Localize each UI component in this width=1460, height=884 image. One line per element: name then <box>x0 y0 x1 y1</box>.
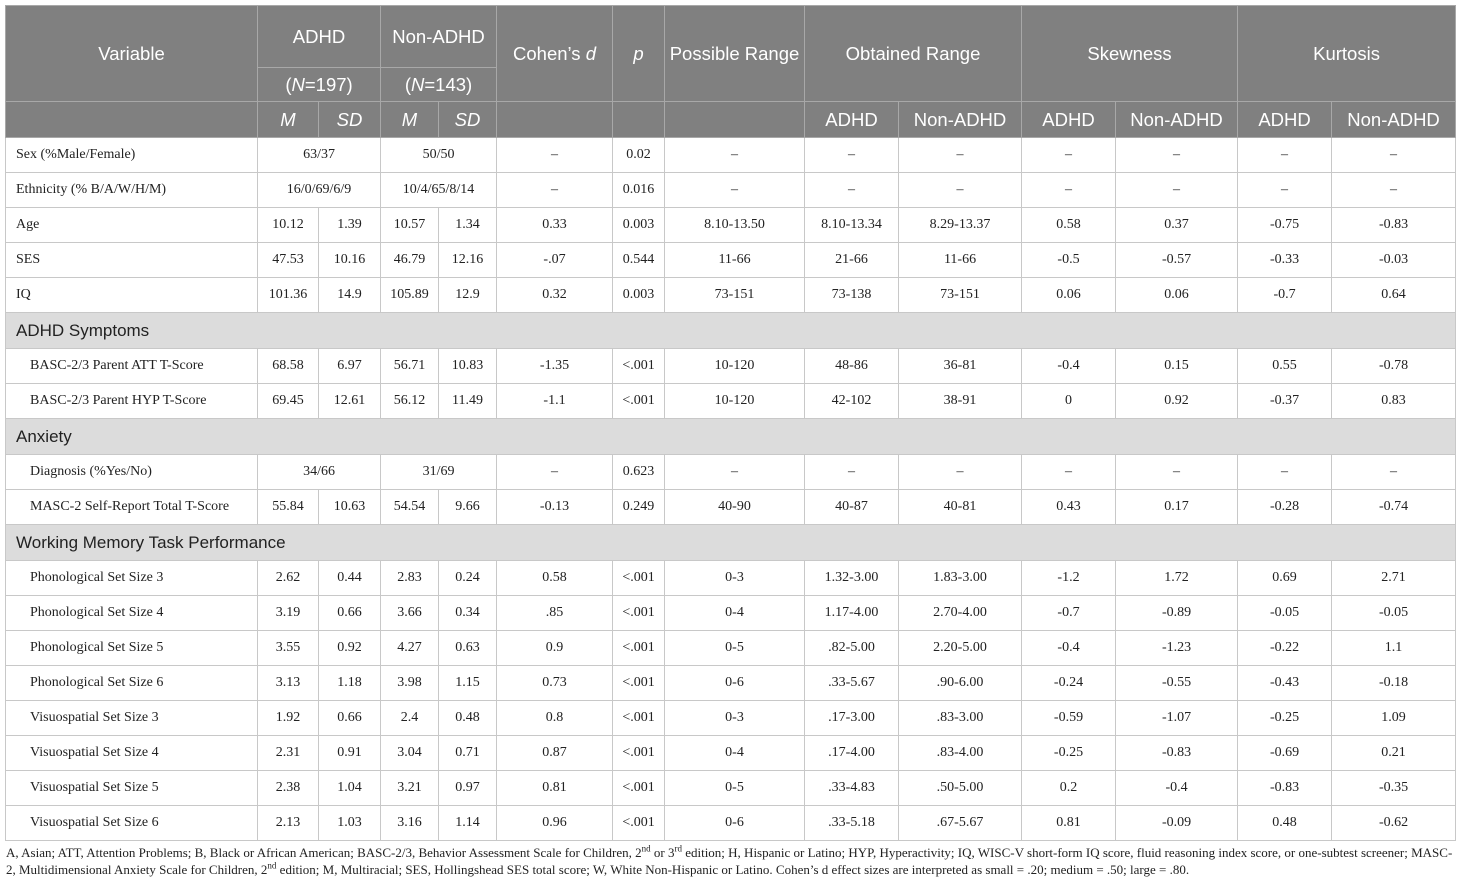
obtained-range-non-adhd-cell: .83-4.00 <box>899 736 1022 771</box>
subheader-skew-non-adhd: Non-ADHD <box>1116 102 1238 138</box>
obtained-range-adhd-cell: 8.10-13.34 <box>805 208 899 243</box>
adhd-sd-cell: 1.04 <box>319 771 381 806</box>
subheader-adhd-m: M <box>258 102 319 138</box>
adhd-sd-cell: 10.63 <box>319 490 381 525</box>
non-adhd-mean-cell: 3.21 <box>381 771 439 806</box>
table-row <box>6 631 1456 666</box>
kurtosis-adhd-cell: -0.37 <box>1238 384 1332 419</box>
non-adhd-percent-cell: 31/69 <box>381 455 497 490</box>
non-adhd-sd-cell: 0.24 <box>439 561 497 596</box>
p-value-cell: 0.003 <box>613 278 665 313</box>
possible-range-cell: 10-120 <box>665 349 805 384</box>
kurtosis-non-adhd-cell: 1.09 <box>1332 701 1456 736</box>
col-header-adhd: ADHD <box>258 6 381 68</box>
possible-range-cell: 40-90 <box>665 490 805 525</box>
kurtosis-non-adhd-cell: 0.83 <box>1332 384 1456 419</box>
p-value-cell: <.001 <box>613 561 665 596</box>
skewness-adhd-cell: -0.25 <box>1022 736 1116 771</box>
table-row <box>6 771 1456 806</box>
kurtosis-adhd-cell: -0.69 <box>1238 736 1332 771</box>
p-value-cell: 0.544 <box>613 243 665 278</box>
obtained-range-non-adhd-cell: 8.29-13.37 <box>899 208 1022 243</box>
variable-cell: Phonological Set Size 6 <box>6 666 258 701</box>
table-row <box>6 208 1456 243</box>
adhd-mean-cell: 10.12 <box>258 208 319 243</box>
table-row <box>6 384 1456 419</box>
p-value-cell: <.001 <box>613 736 665 771</box>
non-adhd-mean-cell: 2.4 <box>381 701 439 736</box>
skewness-non-adhd-cell: -0.09 <box>1116 806 1238 841</box>
table-row <box>6 490 1456 525</box>
adhd-sd-cell: 10.16 <box>319 243 381 278</box>
non-adhd-sd-cell: 12.16 <box>439 243 497 278</box>
col-header-non-adhd: Non-ADHD <box>381 6 497 68</box>
non-adhd-sd-cell: 1.34 <box>439 208 497 243</box>
adhd-sd-cell: 0.66 <box>319 596 381 631</box>
non-adhd-mean-cell: 10.57 <box>381 208 439 243</box>
table-footnote: A, Asian; ATT, Attention Problems; B, Black or African American; BASC-2/3, Behavior Assessment Scale for Children, 2nd or 3rd edition; H, Hispanic or Latino; HYP, Hyperactivity; IQ, WISC-V short-form IQ score, fluid reasoning index score, or one-subtest screener; MASC-2, Multidimensional Anxiety Scale for Children, 2nd edition; M, Multiracial; SES, Hollingshead SES total score; W, White Non-Hispanic or Latino. Cohen’s d effect sizes are interpreted as small = .20; medium = .50; large = .80. <box>6 843 1453 877</box>
table-header <box>6 6 1456 138</box>
col-header-skewness: Skewness <box>1022 6 1238 102</box>
kurtosis-adhd-cell: -0.75 <box>1238 208 1332 243</box>
kurtosis-adhd-cell: -0.7 <box>1238 278 1332 313</box>
adhd-mean-cell: 47.53 <box>258 243 319 278</box>
p-value-cell: 0.623 <box>613 455 665 490</box>
skewness-non-adhd-cell: – <box>1116 173 1238 208</box>
table-row <box>6 806 1456 841</box>
skewness-non-adhd-cell: 0.15 <box>1116 349 1238 384</box>
skewness-adhd-cell: 0.43 <box>1022 490 1116 525</box>
non-adhd-percent-cell: 10/4/65/8/14 <box>381 173 497 208</box>
subheader-obtained-adhd: ADHD <box>805 102 899 138</box>
kurtosis-non-adhd-cell: -0.62 <box>1332 806 1456 841</box>
non-adhd-mean-cell: 3.98 <box>381 666 439 701</box>
variable-cell: Age <box>6 208 258 243</box>
table-row <box>6 138 1456 173</box>
cohens-label: Cohen’s <box>513 43 586 64</box>
cohens-d-cell: 0.33 <box>497 208 613 243</box>
kurtosis-adhd-cell: – <box>1238 173 1332 208</box>
skewness-adhd-cell: -0.24 <box>1022 666 1116 701</box>
col-header-cohens-d <box>497 6 613 102</box>
non-adhd-mean-cell: 4.27 <box>381 631 439 666</box>
cohens-d-cell: .85 <box>497 596 613 631</box>
obtained-range-adhd-cell: 48-86 <box>805 349 899 384</box>
subheader-non-adhd-m: M <box>381 102 439 138</box>
kurtosis-non-adhd-cell: -0.18 <box>1332 666 1456 701</box>
adhd-sd-cell: 14.9 <box>319 278 381 313</box>
kurtosis-adhd-cell: 0.69 <box>1238 561 1332 596</box>
skewness-non-adhd-cell: -0.57 <box>1116 243 1238 278</box>
adhd-sample-size: (N=197) <box>258 68 381 102</box>
adhd-mean-cell: 2.38 <box>258 771 319 806</box>
non-adhd-sd-cell: 0.97 <box>439 771 497 806</box>
variable-cell: MASC-2 Self-Report Total T-Score <box>6 490 258 525</box>
col-header-possible-range: Possible Range <box>665 6 805 102</box>
table-row <box>6 561 1456 596</box>
subheader-skew-adhd: ADHD <box>1022 102 1116 138</box>
cohens-d-cell: -1.35 <box>497 349 613 384</box>
subheader-kurt-non-adhd: Non-ADHD <box>1332 102 1456 138</box>
adhd-mean-cell: 2.31 <box>258 736 319 771</box>
p-value-cell: 0.02 <box>613 138 665 173</box>
adhd-mean-cell: 3.13 <box>258 666 319 701</box>
obtained-range-adhd-cell: 1.17-4.00 <box>805 596 899 631</box>
possible-range-cell: 0-5 <box>665 771 805 806</box>
cohens-d-cell: 0.87 <box>497 736 613 771</box>
non-adhd-sd-cell: 1.14 <box>439 806 497 841</box>
variable-cell: Phonological Set Size 5 <box>6 631 258 666</box>
section-title: Anxiety <box>6 419 1456 455</box>
section-header-anxiety <box>6 419 1456 455</box>
skewness-adhd-cell: – <box>1022 455 1116 490</box>
subheader-empty <box>613 102 665 138</box>
skewness-adhd-cell: -1.2 <box>1022 561 1116 596</box>
adhd-sd-cell: 0.66 <box>319 701 381 736</box>
table-row <box>6 596 1456 631</box>
variable-cell: Visuospatial Set Size 4 <box>6 736 258 771</box>
skewness-non-adhd-cell: 0.37 <box>1116 208 1238 243</box>
p-value-cell: <.001 <box>613 349 665 384</box>
cohens-d-symbol: d <box>585 43 596 64</box>
section-header-working-memory <box>6 525 1456 561</box>
p-value-cell: <.001 <box>613 631 665 666</box>
obtained-range-adhd-cell: .82-5.00 <box>805 631 899 666</box>
non-adhd-sd-cell: 0.63 <box>439 631 497 666</box>
section-title: ADHD Symptoms <box>6 313 1456 349</box>
non-adhd-mean-cell: 3.66 <box>381 596 439 631</box>
obtained-range-non-adhd-cell: 73-151 <box>899 278 1022 313</box>
adhd-mean-cell: 101.36 <box>258 278 319 313</box>
skewness-non-adhd-cell: -1.23 <box>1116 631 1238 666</box>
variable-cell: IQ <box>6 278 258 313</box>
adhd-sd-cell: 1.39 <box>319 208 381 243</box>
p-value-cell: <.001 <box>613 701 665 736</box>
subheader-non-adhd-sd: SD <box>439 102 497 138</box>
kurtosis-adhd-cell: -0.83 <box>1238 771 1332 806</box>
kurtosis-non-adhd-cell: -0.74 <box>1332 490 1456 525</box>
skewness-adhd-cell: 0 <box>1022 384 1116 419</box>
p-value-cell: <.001 <box>613 596 665 631</box>
kurtosis-adhd-cell: -0.22 <box>1238 631 1332 666</box>
kurtosis-non-adhd-cell: – <box>1332 455 1456 490</box>
kurtosis-non-adhd-cell: 2.71 <box>1332 561 1456 596</box>
col-header-variable: Variable <box>6 6 258 102</box>
obtained-range-adhd-cell: – <box>805 173 899 208</box>
p-value-cell: <.001 <box>613 384 665 419</box>
non-adhd-mean-cell: 2.83 <box>381 561 439 596</box>
subheader-empty <box>6 102 258 138</box>
obtained-range-adhd-cell: .33-5.67 <box>805 666 899 701</box>
skewness-non-adhd-cell: – <box>1116 455 1238 490</box>
obtained-range-adhd-cell: – <box>805 138 899 173</box>
variable-cell: Sex (%Male/Female) <box>6 138 258 173</box>
cohens-d-cell: – <box>497 138 613 173</box>
p-value-cell: 0.249 <box>613 490 665 525</box>
skewness-adhd-cell: -0.4 <box>1022 631 1116 666</box>
adhd-mean-cell: 2.62 <box>258 561 319 596</box>
variable-cell: BASC-2/3 Parent HYP T-Score <box>6 384 258 419</box>
kurtosis-adhd-cell: – <box>1238 138 1332 173</box>
skewness-non-adhd-cell: 0.06 <box>1116 278 1238 313</box>
cohens-d-cell: 0.73 <box>497 666 613 701</box>
adhd-sd-cell: 0.91 <box>319 736 381 771</box>
skewness-adhd-cell: -0.4 <box>1022 349 1116 384</box>
cohens-d-cell: 0.8 <box>497 701 613 736</box>
skewness-non-adhd-cell: 0.17 <box>1116 490 1238 525</box>
variable-cell: Ethnicity (% B/A/W/H/M) <box>6 173 258 208</box>
table-body <box>6 138 1456 841</box>
kurtosis-adhd-cell: – <box>1238 455 1332 490</box>
obtained-range-adhd-cell: – <box>805 455 899 490</box>
kurtosis-adhd-cell: 0.48 <box>1238 806 1332 841</box>
section-header-adhd-symptoms <box>6 313 1456 349</box>
kurtosis-adhd-cell: -0.28 <box>1238 490 1332 525</box>
skewness-adhd-cell: 0.81 <box>1022 806 1116 841</box>
cohens-d-cell: 0.9 <box>497 631 613 666</box>
possible-range-cell: 0-4 <box>665 596 805 631</box>
obtained-range-adhd-cell: 42-102 <box>805 384 899 419</box>
skewness-adhd-cell: 0.06 <box>1022 278 1116 313</box>
skewness-adhd-cell: 0.58 <box>1022 208 1116 243</box>
variable-cell: Visuospatial Set Size 6 <box>6 806 258 841</box>
cohens-d-cell: – <box>497 173 613 208</box>
subheader-empty <box>665 102 805 138</box>
p-value-cell: 0.016 <box>613 173 665 208</box>
obtained-range-adhd-cell: .17-4.00 <box>805 736 899 771</box>
table-row <box>6 701 1456 736</box>
adhd-mean-cell: 69.45 <box>258 384 319 419</box>
table-row <box>6 455 1456 490</box>
adhd-mean-cell: 3.19 <box>258 596 319 631</box>
non-adhd-sd-cell: 0.71 <box>439 736 497 771</box>
col-header-obtained-range: Obtained Range <box>805 6 1022 102</box>
skewness-adhd-cell: -0.5 <box>1022 243 1116 278</box>
possible-range-cell: 0-5 <box>665 631 805 666</box>
obtained-range-non-adhd-cell: – <box>899 173 1022 208</box>
variable-cell: SES <box>6 243 258 278</box>
variable-cell: Diagnosis (%Yes/No) <box>6 455 258 490</box>
adhd-mean-cell: 3.55 <box>258 631 319 666</box>
cohens-d-cell: -.07 <box>497 243 613 278</box>
possible-range-cell: 11-66 <box>665 243 805 278</box>
kurtosis-adhd-cell: -0.25 <box>1238 701 1332 736</box>
obtained-range-adhd-cell: .33-5.18 <box>805 806 899 841</box>
section-title: Working Memory Task Performance <box>6 525 1456 561</box>
possible-range-cell: 73-151 <box>665 278 805 313</box>
table-row <box>6 736 1456 771</box>
possible-range-cell: 0-3 <box>665 701 805 736</box>
possible-range-cell: 10-120 <box>665 384 805 419</box>
adhd-sd-cell: 12.61 <box>319 384 381 419</box>
cohens-d-cell: 0.32 <box>497 278 613 313</box>
obtained-range-non-adhd-cell: .67-5.67 <box>899 806 1022 841</box>
skewness-non-adhd-cell: 0.92 <box>1116 384 1238 419</box>
kurtosis-non-adhd-cell: -0.78 <box>1332 349 1456 384</box>
kurtosis-non-adhd-cell: – <box>1332 138 1456 173</box>
obtained-range-adhd-cell: .33-4.83 <box>805 771 899 806</box>
variable-cell: Phonological Set Size 3 <box>6 561 258 596</box>
non-adhd-mean-cell: 56.71 <box>381 349 439 384</box>
p-value-cell: <.001 <box>613 666 665 701</box>
kurtosis-adhd-cell: -0.43 <box>1238 666 1332 701</box>
non-adhd-mean-cell: 105.89 <box>381 278 439 313</box>
kurtosis-non-adhd-cell: -0.03 <box>1332 243 1456 278</box>
kurtosis-adhd-cell: -0.33 <box>1238 243 1332 278</box>
possible-range-cell: – <box>665 173 805 208</box>
skewness-adhd-cell: – <box>1022 138 1116 173</box>
adhd-sd-cell: 1.18 <box>319 666 381 701</box>
non-adhd-mean-cell: 3.16 <box>381 806 439 841</box>
obtained-range-adhd-cell: 40-87 <box>805 490 899 525</box>
non-adhd-mean-cell: 46.79 <box>381 243 439 278</box>
cohens-d-cell: 0.58 <box>497 561 613 596</box>
obtained-range-non-adhd-cell: – <box>899 455 1022 490</box>
adhd-percent-cell: 34/66 <box>258 455 381 490</box>
p-value-cell: <.001 <box>613 806 665 841</box>
table-row <box>6 666 1456 701</box>
non-adhd-mean-cell: 3.04 <box>381 736 439 771</box>
kurtosis-non-adhd-cell: -0.83 <box>1332 208 1456 243</box>
table-row <box>6 173 1456 208</box>
possible-range-cell: 8.10-13.50 <box>665 208 805 243</box>
obtained-range-non-adhd-cell: .90-6.00 <box>899 666 1022 701</box>
obtained-range-adhd-cell: 73-138 <box>805 278 899 313</box>
adhd-sd-cell: 1.03 <box>319 806 381 841</box>
non-adhd-mean-cell: 54.54 <box>381 490 439 525</box>
variable-cell: Visuospatial Set Size 5 <box>6 771 258 806</box>
variable-cell: BASC-2/3 Parent ATT T-Score <box>6 349 258 384</box>
skewness-non-adhd-cell: 1.72 <box>1116 561 1238 596</box>
adhd-sd-cell: 0.44 <box>319 561 381 596</box>
non-adhd-sd-cell: 12.9 <box>439 278 497 313</box>
adhd-percent-cell: 63/37 <box>258 138 381 173</box>
obtained-range-non-adhd-cell: – <box>899 138 1022 173</box>
skewness-non-adhd-cell: -0.83 <box>1116 736 1238 771</box>
adhd-mean-cell: 68.58 <box>258 349 319 384</box>
non-adhd-percent-cell: 50/50 <box>381 138 497 173</box>
kurtosis-non-adhd-cell: – <box>1332 173 1456 208</box>
col-header-p <box>613 6 665 102</box>
non-adhd-sd-cell: 11.49 <box>439 384 497 419</box>
obtained-range-non-adhd-cell: .83-3.00 <box>899 701 1022 736</box>
non-adhd-sd-cell: 0.34 <box>439 596 497 631</box>
possible-range-cell: – <box>665 138 805 173</box>
possible-range-cell: 0-6 <box>665 806 805 841</box>
obtained-range-adhd-cell: 1.32-3.00 <box>805 561 899 596</box>
cohens-d-cell: -0.13 <box>497 490 613 525</box>
cohens-d-cell: -1.1 <box>497 384 613 419</box>
table-row <box>6 278 1456 313</box>
obtained-range-non-adhd-cell: 2.70-4.00 <box>899 596 1022 631</box>
non-adhd-sd-cell: 0.48 <box>439 701 497 736</box>
skewness-non-adhd-cell: -0.4 <box>1116 771 1238 806</box>
variable-cell: Phonological Set Size 4 <box>6 596 258 631</box>
kurtosis-non-adhd-cell: -0.35 <box>1332 771 1456 806</box>
kurtosis-non-adhd-cell: -0.05 <box>1332 596 1456 631</box>
possible-range-cell: 0-4 <box>665 736 805 771</box>
obtained-range-adhd-cell: 21-66 <box>805 243 899 278</box>
adhd-mean-cell: 2.13 <box>258 806 319 841</box>
adhd-sd-cell: 6.97 <box>319 349 381 384</box>
skewness-adhd-cell: – <box>1022 173 1116 208</box>
obtained-range-adhd-cell: .17-3.00 <box>805 701 899 736</box>
adhd-percent-cell: 16/0/69/6/9 <box>258 173 381 208</box>
subheader-empty <box>497 102 613 138</box>
non-adhd-sd-cell: 1.15 <box>439 666 497 701</box>
cohens-d-cell: – <box>497 455 613 490</box>
obtained-range-non-adhd-cell: .50-5.00 <box>899 771 1022 806</box>
kurtosis-adhd-cell: -0.05 <box>1238 596 1332 631</box>
obtained-range-non-adhd-cell: 1.83-3.00 <box>899 561 1022 596</box>
skewness-non-adhd-cell: -0.55 <box>1116 666 1238 701</box>
kurtosis-non-adhd-cell: 0.64 <box>1332 278 1456 313</box>
table-row <box>6 243 1456 278</box>
subheader-obtained-non-adhd: Non-ADHD <box>899 102 1022 138</box>
adhd-mean-cell: 55.84 <box>258 490 319 525</box>
subheader-kurt-adhd: ADHD <box>1238 102 1332 138</box>
non-adhd-sd-cell: 9.66 <box>439 490 497 525</box>
possible-range-cell: – <box>665 455 805 490</box>
table-container <box>5 5 1455 878</box>
skewness-non-adhd-cell: -0.89 <box>1116 596 1238 631</box>
adhd-mean-cell: 1.92 <box>258 701 319 736</box>
p-symbol: p <box>633 43 644 64</box>
p-value-cell: 0.003 <box>613 208 665 243</box>
variable-cell: Visuospatial Set Size 3 <box>6 701 258 736</box>
obtained-range-non-adhd-cell: 2.20-5.00 <box>899 631 1022 666</box>
non-adhd-mean-cell: 56.12 <box>381 384 439 419</box>
kurtosis-non-adhd-cell: 1.1 <box>1332 631 1456 666</box>
table-row <box>6 349 1456 384</box>
possible-range-cell: 0-6 <box>665 666 805 701</box>
col-header-kurtosis: Kurtosis <box>1238 6 1456 102</box>
p-value-cell: <.001 <box>613 771 665 806</box>
skewness-adhd-cell: -0.7 <box>1022 596 1116 631</box>
kurtosis-non-adhd-cell: 0.21 <box>1332 736 1456 771</box>
cohens-d-cell: 0.96 <box>497 806 613 841</box>
skewness-adhd-cell: -0.59 <box>1022 701 1116 736</box>
subheader-adhd-sd: SD <box>319 102 381 138</box>
cohens-d-cell: 0.81 <box>497 771 613 806</box>
obtained-range-non-adhd-cell: 11-66 <box>899 243 1022 278</box>
obtained-range-non-adhd-cell: 36-81 <box>899 349 1022 384</box>
kurtosis-adhd-cell: 0.55 <box>1238 349 1332 384</box>
possible-range-cell: 0-3 <box>665 561 805 596</box>
obtained-range-non-adhd-cell: 40-81 <box>899 490 1022 525</box>
obtained-range-non-adhd-cell: 38-91 <box>899 384 1022 419</box>
skewness-adhd-cell: 0.2 <box>1022 771 1116 806</box>
skewness-non-adhd-cell: – <box>1116 138 1238 173</box>
skewness-non-adhd-cell: -1.07 <box>1116 701 1238 736</box>
descriptive-statistics-table <box>5 5 1456 841</box>
non-adhd-sample-size: (N=143) <box>381 68 497 102</box>
adhd-sd-cell: 0.92 <box>319 631 381 666</box>
non-adhd-sd-cell: 10.83 <box>439 349 497 384</box>
